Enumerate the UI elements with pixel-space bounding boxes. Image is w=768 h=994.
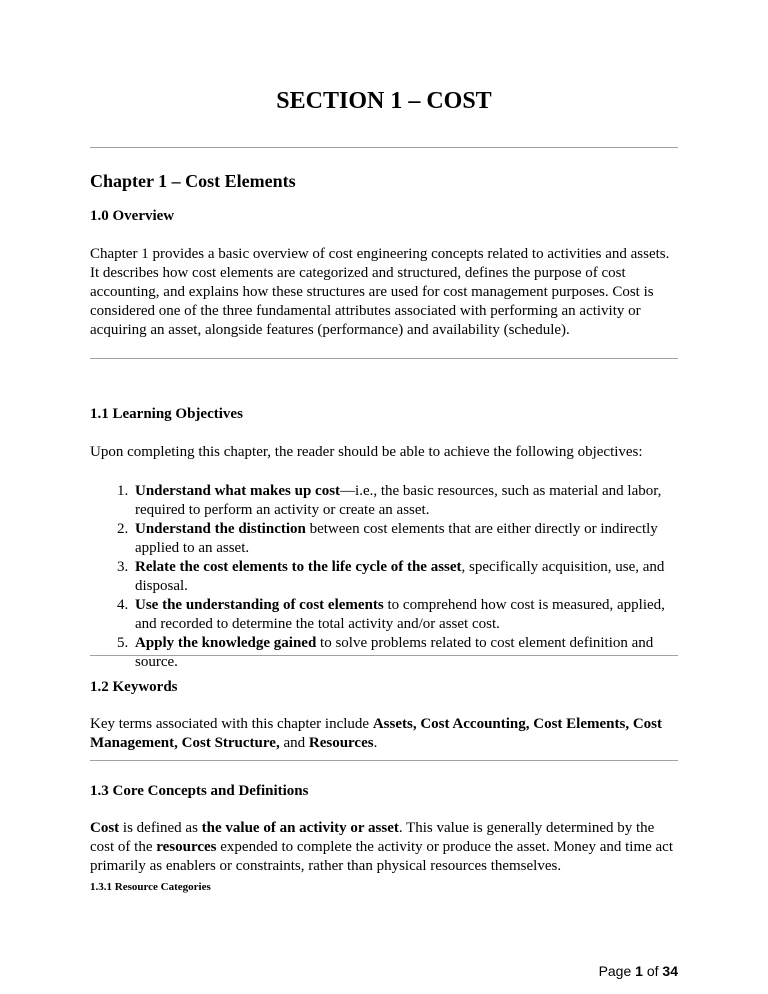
divider xyxy=(90,760,678,761)
keywords-heading: 1.2 Keywords xyxy=(90,679,178,695)
list-item: 2. Understand the distinction between cost elements that are either directly or indirectly applied to an asset. xyxy=(117,521,658,556)
list-item: 1. Understand what makes up cost—i.e., the basic resources, such as material and labor, required to perform an activity or create an asset. xyxy=(117,483,662,518)
section-title: SECTION 1 – COST xyxy=(276,88,492,114)
objectives-intro: Upon completing this chapter, the reader should be able to achieve the following objectives: xyxy=(90,444,643,460)
objectives-heading: 1.1 Learning Objectives xyxy=(90,406,243,422)
keywords-text: Key terms associated with this chapter include Assets, Cost Accounting, Cost Elements, Cost Management, Cost Structure, and Resources. xyxy=(90,716,663,751)
page-number: Page 1 of 34 xyxy=(598,963,678,979)
core-text: Cost is defined as the value of an activity or asset. This value is generally determined by the cost of the resources expended to complete the activity or produce the asset. Money and time act primarily as enablers or constraints, rather than physical resources themselves. xyxy=(90,820,674,874)
chapter-heading: Chapter 1 – Cost Elements xyxy=(90,171,296,191)
divider xyxy=(90,655,678,656)
subsection-heading: 1.3.1 Resource Categories xyxy=(90,881,211,893)
divider xyxy=(90,147,678,148)
list-item: 5. Apply the knowledge gained to solve problems related to cost element definition and source. xyxy=(117,635,654,670)
objectives-list xyxy=(90,482,680,672)
overview-text: Chapter 1 provides a basic overview of cost engineering concepts related to activities and assets. It describes how cost elements are categorized and structured, defines the purpose of cost accounting, and explains how these structures are used for cost management purposes. Cost is considered one of the three fundamental attributes associated with performing an activity or acquiring an asset, alongside features (performance) and availability (schedule). xyxy=(90,246,670,338)
divider xyxy=(90,358,678,359)
core-heading: 1.3 Core Concepts and Definitions xyxy=(90,783,309,799)
overview-heading: 1.0 Overview xyxy=(90,208,175,224)
list-item: 4. Use the understanding of cost elements to comprehend how cost is measured, applied, and recorded to determine the total activity and/or asset cost. xyxy=(117,597,665,632)
list-item: 3. Relate the cost elements to the life cycle of the asset, specifically acquisition, use, and disposal. xyxy=(117,559,665,594)
